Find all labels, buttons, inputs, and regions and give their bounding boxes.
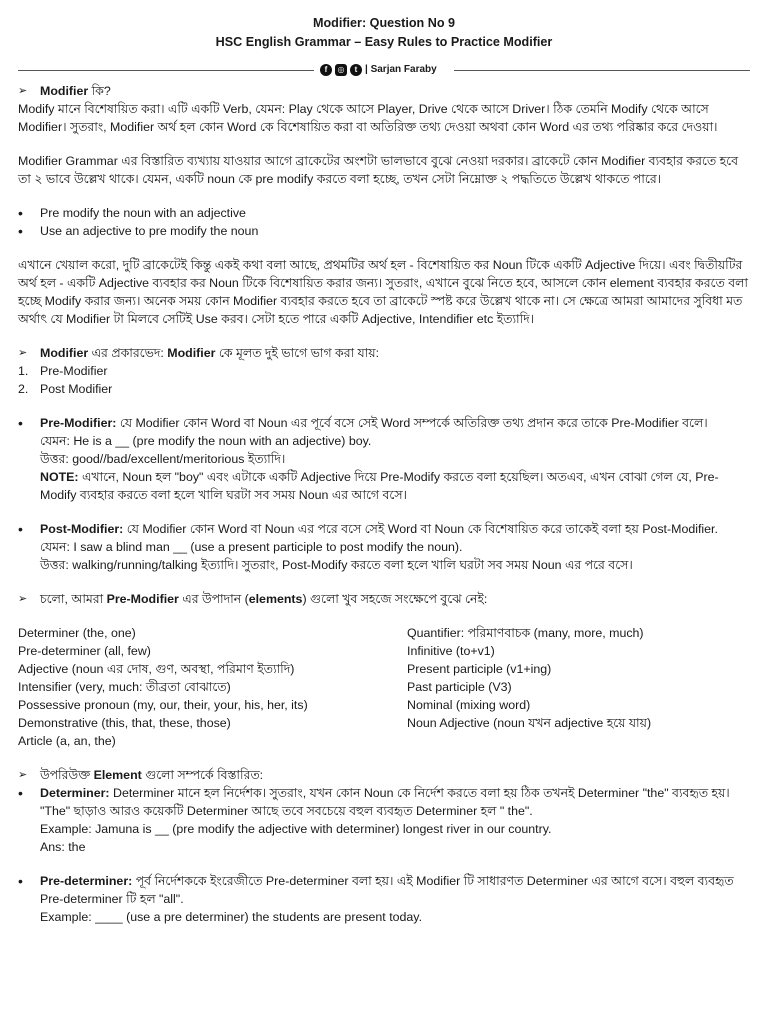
list-item-text: Pre modify the noun with an adjective	[40, 206, 246, 220]
divider-left	[18, 70, 314, 71]
arrow-bullet-icon: ➢	[18, 347, 28, 359]
element-item: Intensifier (very, much: তীব্রতা বোঝাতে)	[18, 680, 231, 694]
facebook-icon[interactable]: f	[320, 64, 332, 76]
term-label: Pre-Modifier:	[40, 416, 117, 430]
element-item: Possessive pronoun (my, our, their, your, his, her, its)	[18, 698, 308, 712]
heading-text: ) গুলো খুব সহজে সংক্ষেপে বুঝে নেই:	[302, 592, 488, 606]
element-item: Article (a, an, the)	[18, 734, 116, 748]
paragraph-explanation: এখানে খেয়াল করো, দুটি ব্রাকেটেই কিন্তু একই কথা বলা আছে, প্রথমটির অর্থ হল - বিশেষায়িত কর Noun টিকে একটি Adjective দিয়ে। এবং দ্বিতীয়টির অর্থ হল - একটি Adjective ব্যবহার কর Noun টিকে বিশেষায়িত করার জন্য। সুতরাং, এখানে বুঝে নিতে হবে, আসলে কোন element ব্যবহার করতে বলা হচ্ছে Modify করার জন্য। অনেক সময় কোন Modifier ব্যবহার করতে হবে তা ব্রাকেটে স্পষ্ট করে উল্লেখ থাকে না। সে ক্ষেত্রে আমরা আমাদের সুবিধা মত অর্থাৎ যে Modifier টা মিলবে সেটিই Use করব। সেটা হতে পারে একটি Adjective, Intendifier etc ইত্যাদি।	[18, 258, 748, 326]
heading-bold: Modifier	[40, 346, 89, 360]
element-item: Infinitive (to+v1)	[407, 644, 495, 658]
bullet-dot-icon: •	[18, 785, 23, 801]
predeterminer-block	[18, 872, 750, 926]
heading-text: এর উপাদান (	[178, 592, 249, 606]
document-page	[18, 14, 750, 926]
item-label: Post Modifier	[40, 382, 113, 396]
heading-bold: Pre-Modifier	[106, 592, 179, 606]
term-label: Determiner:	[40, 786, 110, 800]
list-item	[18, 204, 750, 222]
note-label: NOTE:	[40, 470, 79, 484]
arrow-bullet-icon: ➢	[18, 593, 28, 605]
numbered-item	[18, 380, 750, 398]
paragraph-bracket-note: Modifier Grammar এর বিস্তারিত ব্যখ্যায় যাওয়ার আগে ব্রাকেটের অংশটা ভালভাবে বুঝে নেওয়া দরকার। ব্রাকেটে কোন Modifier ব্যবহার করতে হবে তা ২ ভাবে উল্লেখ থাকে। যেমন, একটি noun কে pre modify করতে বলা হচ্ছে, তখন সেটা নিম্নোক্ত ২ পদ্ধতিতে উল্লেখ থাকতে পারে।	[18, 154, 739, 186]
term-label: Pre-determiner:	[40, 874, 133, 888]
twitter-icon[interactable]: t	[350, 64, 362, 76]
arrow-bullet-icon: ➢	[18, 85, 28, 97]
answer-text: Ans: the	[40, 840, 86, 854]
heading-bold: Element	[93, 768, 142, 782]
heading-text: গুলো সম্পর্কে বিস্তারিত:	[141, 768, 264, 782]
elements-columns	[18, 624, 750, 750]
item-number: 2.	[18, 382, 29, 396]
numbered-item	[18, 362, 750, 380]
term-definition: যে Modifier কোন Word বা Noun এর পূর্বে বসে সেই Word সম্পর্কে অতিরিক্ত তথ্য প্রদান করে তাকে Pre-Modifier বলে।	[116, 416, 708, 430]
example-text: Example: Jamuna is __ (pre modify the adjective with determiner) longest river in our country.	[40, 822, 552, 836]
heading-text: কে মূলত দুই ভাগে ভাগ করা যায়:	[215, 346, 380, 360]
heading-text: এর প্রকারভেদ:	[88, 346, 168, 360]
determiner-block	[18, 784, 750, 856]
term-definition: যে Modifier কোন Word বা Noun এর পরে বসে সেই Word বা Noun কে বিশেষায়িত করে তাকেই বলা হয় Post-Modifier.	[123, 522, 718, 536]
element-item: Pre-determiner (all, few)	[18, 644, 151, 658]
item-number: 1.	[18, 364, 29, 378]
example-text: যেমন: He is a __ (pre modify the noun with an adjective) boy.	[40, 434, 372, 448]
element-item: Demonstrative (this, that, these, those)	[18, 716, 231, 730]
example-text: Example: ____ (use a pre determiner) the students are present today.	[40, 910, 423, 924]
section-heading-elements	[18, 590, 750, 608]
term-definition: পূর্ব নির্দেশককে ইংরেজীতে Pre-determiner বলা হয়। এই Modifier টি সাধারণত Determiner এর আগে বসে। বহুল ব্যবহৃত Pre-determiner টি হল "all".	[40, 874, 734, 906]
heading-bold: Modifier	[167, 346, 216, 360]
element-item: Past participle (V3)	[407, 680, 512, 694]
post-modifier-block	[18, 520, 750, 574]
element-item: Present participle (v1+ing)	[407, 662, 552, 676]
heading-bold: elements	[248, 592, 303, 606]
element-item: Determiner (the, one)	[18, 626, 136, 640]
instagram-icon[interactable]: ◎	[335, 64, 347, 76]
element-item: Nominal (mixing word)	[407, 698, 531, 712]
divider-right	[454, 70, 750, 71]
bullet-dot-icon: •	[18, 415, 23, 431]
answer-text: উত্তর: good//bad/excellent/meritorious ইত্যাদি।	[40, 452, 286, 466]
bullet-dot-icon: •	[18, 223, 23, 239]
answer-text: উত্তর: walking/running/talking ইত্যাদি। সুতরাং, Post-Modify করতে বলা হলে খালি ঘরটা সব সময় Noun এর পরে বসে।	[40, 558, 633, 572]
arrow-bullet-icon: ➢	[18, 769, 28, 781]
note-text: এখানে, Noun হল "boy" এবং এটাকে একটি Adjective দিয়ে Pre-Modify করতে বলা হয়েছিল। অতএব, এখন বোঝা গেল যে, Pre-Modify ব্যবহার করতে বলা হলে খালি ঘরটা সব সময় Noun এর আগে বসে।	[40, 470, 719, 502]
title-line-2: HSC English Grammar – Easy Rules to Practice Modifier	[215, 35, 553, 49]
bullet-dot-icon: •	[18, 873, 23, 889]
author-name: | Sarjan Faraby	[365, 64, 437, 75]
header-rule	[18, 58, 750, 82]
elements-right-column	[407, 624, 750, 750]
heading-text: চলো, আমরা	[40, 592, 107, 606]
list-item-text: Use an adjective to pre modify the noun	[40, 224, 259, 238]
list-item	[18, 222, 750, 240]
section-heading-types	[18, 344, 750, 362]
term-definition: Determiner মানে হল নির্দেশক। সুতরাং, যখন কোন Noun কে নির্দেশ করতে বলা হয় ঠিক তখনই Determiner "the" ব্যবহৃত হয়। "The" ছাড়াও আরও কয়েকটি Determiner আছে তবে সবচেয়ে বহুল ব্যবহৃত Determiner হল " the".	[40, 786, 730, 818]
heading-text: উপরিউক্ত	[40, 768, 94, 782]
item-label: Pre-Modifier	[40, 364, 108, 378]
bullet-dot-icon: •	[18, 521, 23, 537]
element-item: Adjective (noun এর দোষ, গুণ, অবস্থা, পরিমাণ ইত্যাদি)	[18, 662, 295, 676]
section-heading-details	[18, 766, 750, 784]
elements-left-column	[18, 624, 407, 750]
paragraph-modify-meaning: Modify মানে বিশেষায়িত করা। এটি একটি Verb, যেমন: Play থেকে আসে Player, Drive থেকে আসে Driver। ঠিক তেমনি Modify থেকে আসে Modifier। সুতরাং, Modifier অর্থ হল কোন Word কে বিশেষায়িত করা বা অতিরিক্ত তথ্য দেওয়া অথবা কোন Word এর তথ্য পরিষ্কার করে দেওয়া।	[18, 102, 718, 134]
example-text: যেমন: I saw a blind man __ (use a present participle to post modify the noun).	[40, 540, 463, 554]
document-title	[18, 14, 750, 52]
pre-modifier-block	[18, 414, 750, 504]
heading-text: কি?	[88, 84, 111, 98]
element-item: Quantifier: পরিমাণবাচক (many, more, much)	[407, 626, 644, 640]
element-item: Noun Adjective (noun যখন adjective হয়ে যায়)	[407, 716, 652, 730]
section-heading-modifier	[18, 82, 750, 100]
heading-bold: Modifier	[40, 84, 89, 98]
social-bar	[320, 61, 437, 79]
term-label: Post-Modifier:	[40, 522, 124, 536]
bullet-dot-icon: •	[18, 205, 23, 221]
title-line-1: Modifier: Question No 9	[312, 16, 456, 30]
